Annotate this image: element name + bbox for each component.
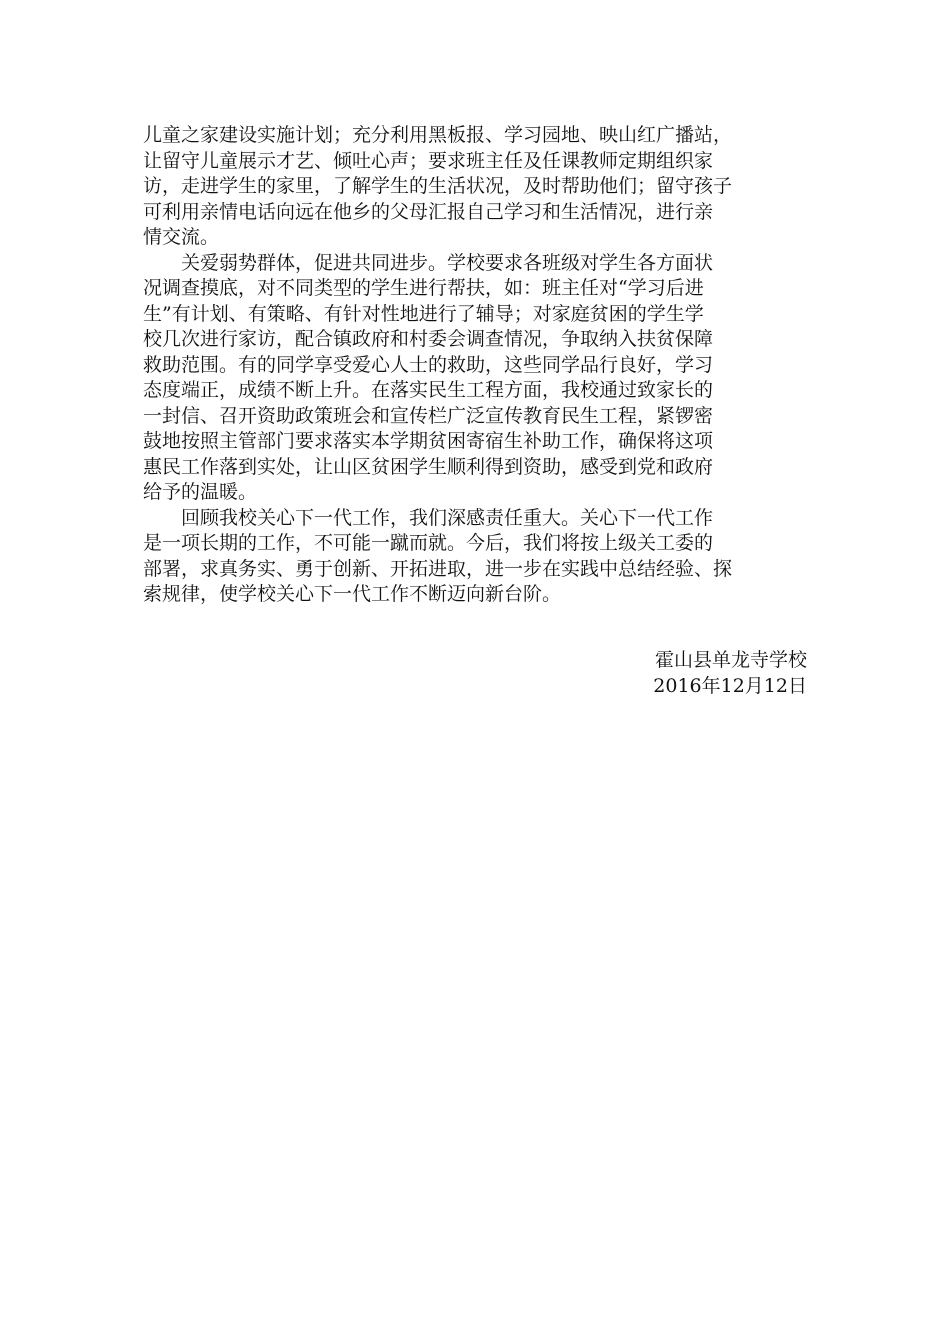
text-line: 惠民工作落到实处，让山区贫困学生顺利得到资助，感受到党和政府 xyxy=(143,455,714,478)
text-line: 态度端正，成绩不断上升。在落实民生工程方面，我校通过致家长的 xyxy=(143,379,714,401)
text-line: 索规律，使学校关心下一代工作不断迈向新台阶。 xyxy=(143,583,562,605)
text-line: 让留守儿童展示才艺、倾吐心声；要求班主任及任课教师定期组织家 xyxy=(143,149,714,172)
text-line: 儿童之家建设实施计划；充分利用黑板报、学习园地、映山红广播站， xyxy=(143,124,733,146)
text-line: 可利用亲情电话向远在他乡的父母汇报自己学习和生活情况，进行亲 xyxy=(143,200,714,223)
text-line: 情交流。 xyxy=(143,226,220,248)
document-body xyxy=(143,123,808,608)
text-line: 况调查摸底，对不同类型的学生进行帮扶，如：班主任对“学习后进 xyxy=(143,277,704,299)
signature-organization: 霍山县单龙寺学校 xyxy=(654,649,807,671)
text-line: 鼓地按照主管部门要求落实本学期贫困寄宿生补助工作，确保将这项 xyxy=(143,430,714,452)
text-line: 访，走进学生的家里，了解学生的生活状况，及时帮助他们；留守孩子 xyxy=(143,175,733,197)
paragraph-start-line: 回顾我校关心下一代工作，我们深感责任重大。关心下一代工作 xyxy=(181,506,714,529)
text-line: 是一项长期的工作，不可能一蹴而就。今后，我们将按上级关工委的 xyxy=(143,532,714,554)
text-line: 给予的温暖。 xyxy=(143,481,258,503)
text-line: 一封信、召开资助政策班会和宣传栏广泛宣传教育民生工程，紧锣密 xyxy=(143,404,714,427)
text-line: 救助范围。有的同学享受爱心人士的救助，这些同学品行良好，学习 xyxy=(143,353,714,376)
text-line: 校几次进行家访，配合镇政府和村委会调查情况，争取纳入扶贫保障 xyxy=(143,328,714,350)
signature-date: 2016年12月12日 xyxy=(653,675,807,697)
signature-block xyxy=(653,647,807,699)
paragraph-start-line: 关爱弱势群体，促进共同进步。学校要求各班级对学生各方面状 xyxy=(181,251,714,274)
text-line: 生”有计划、有策略、有针对性地进行了辅导；对家庭贫困的学生学 xyxy=(143,302,704,325)
text-line: 部署，求真务实、勇于创新、开拓进取，进一步在实践中总结经验、探 xyxy=(143,557,733,580)
